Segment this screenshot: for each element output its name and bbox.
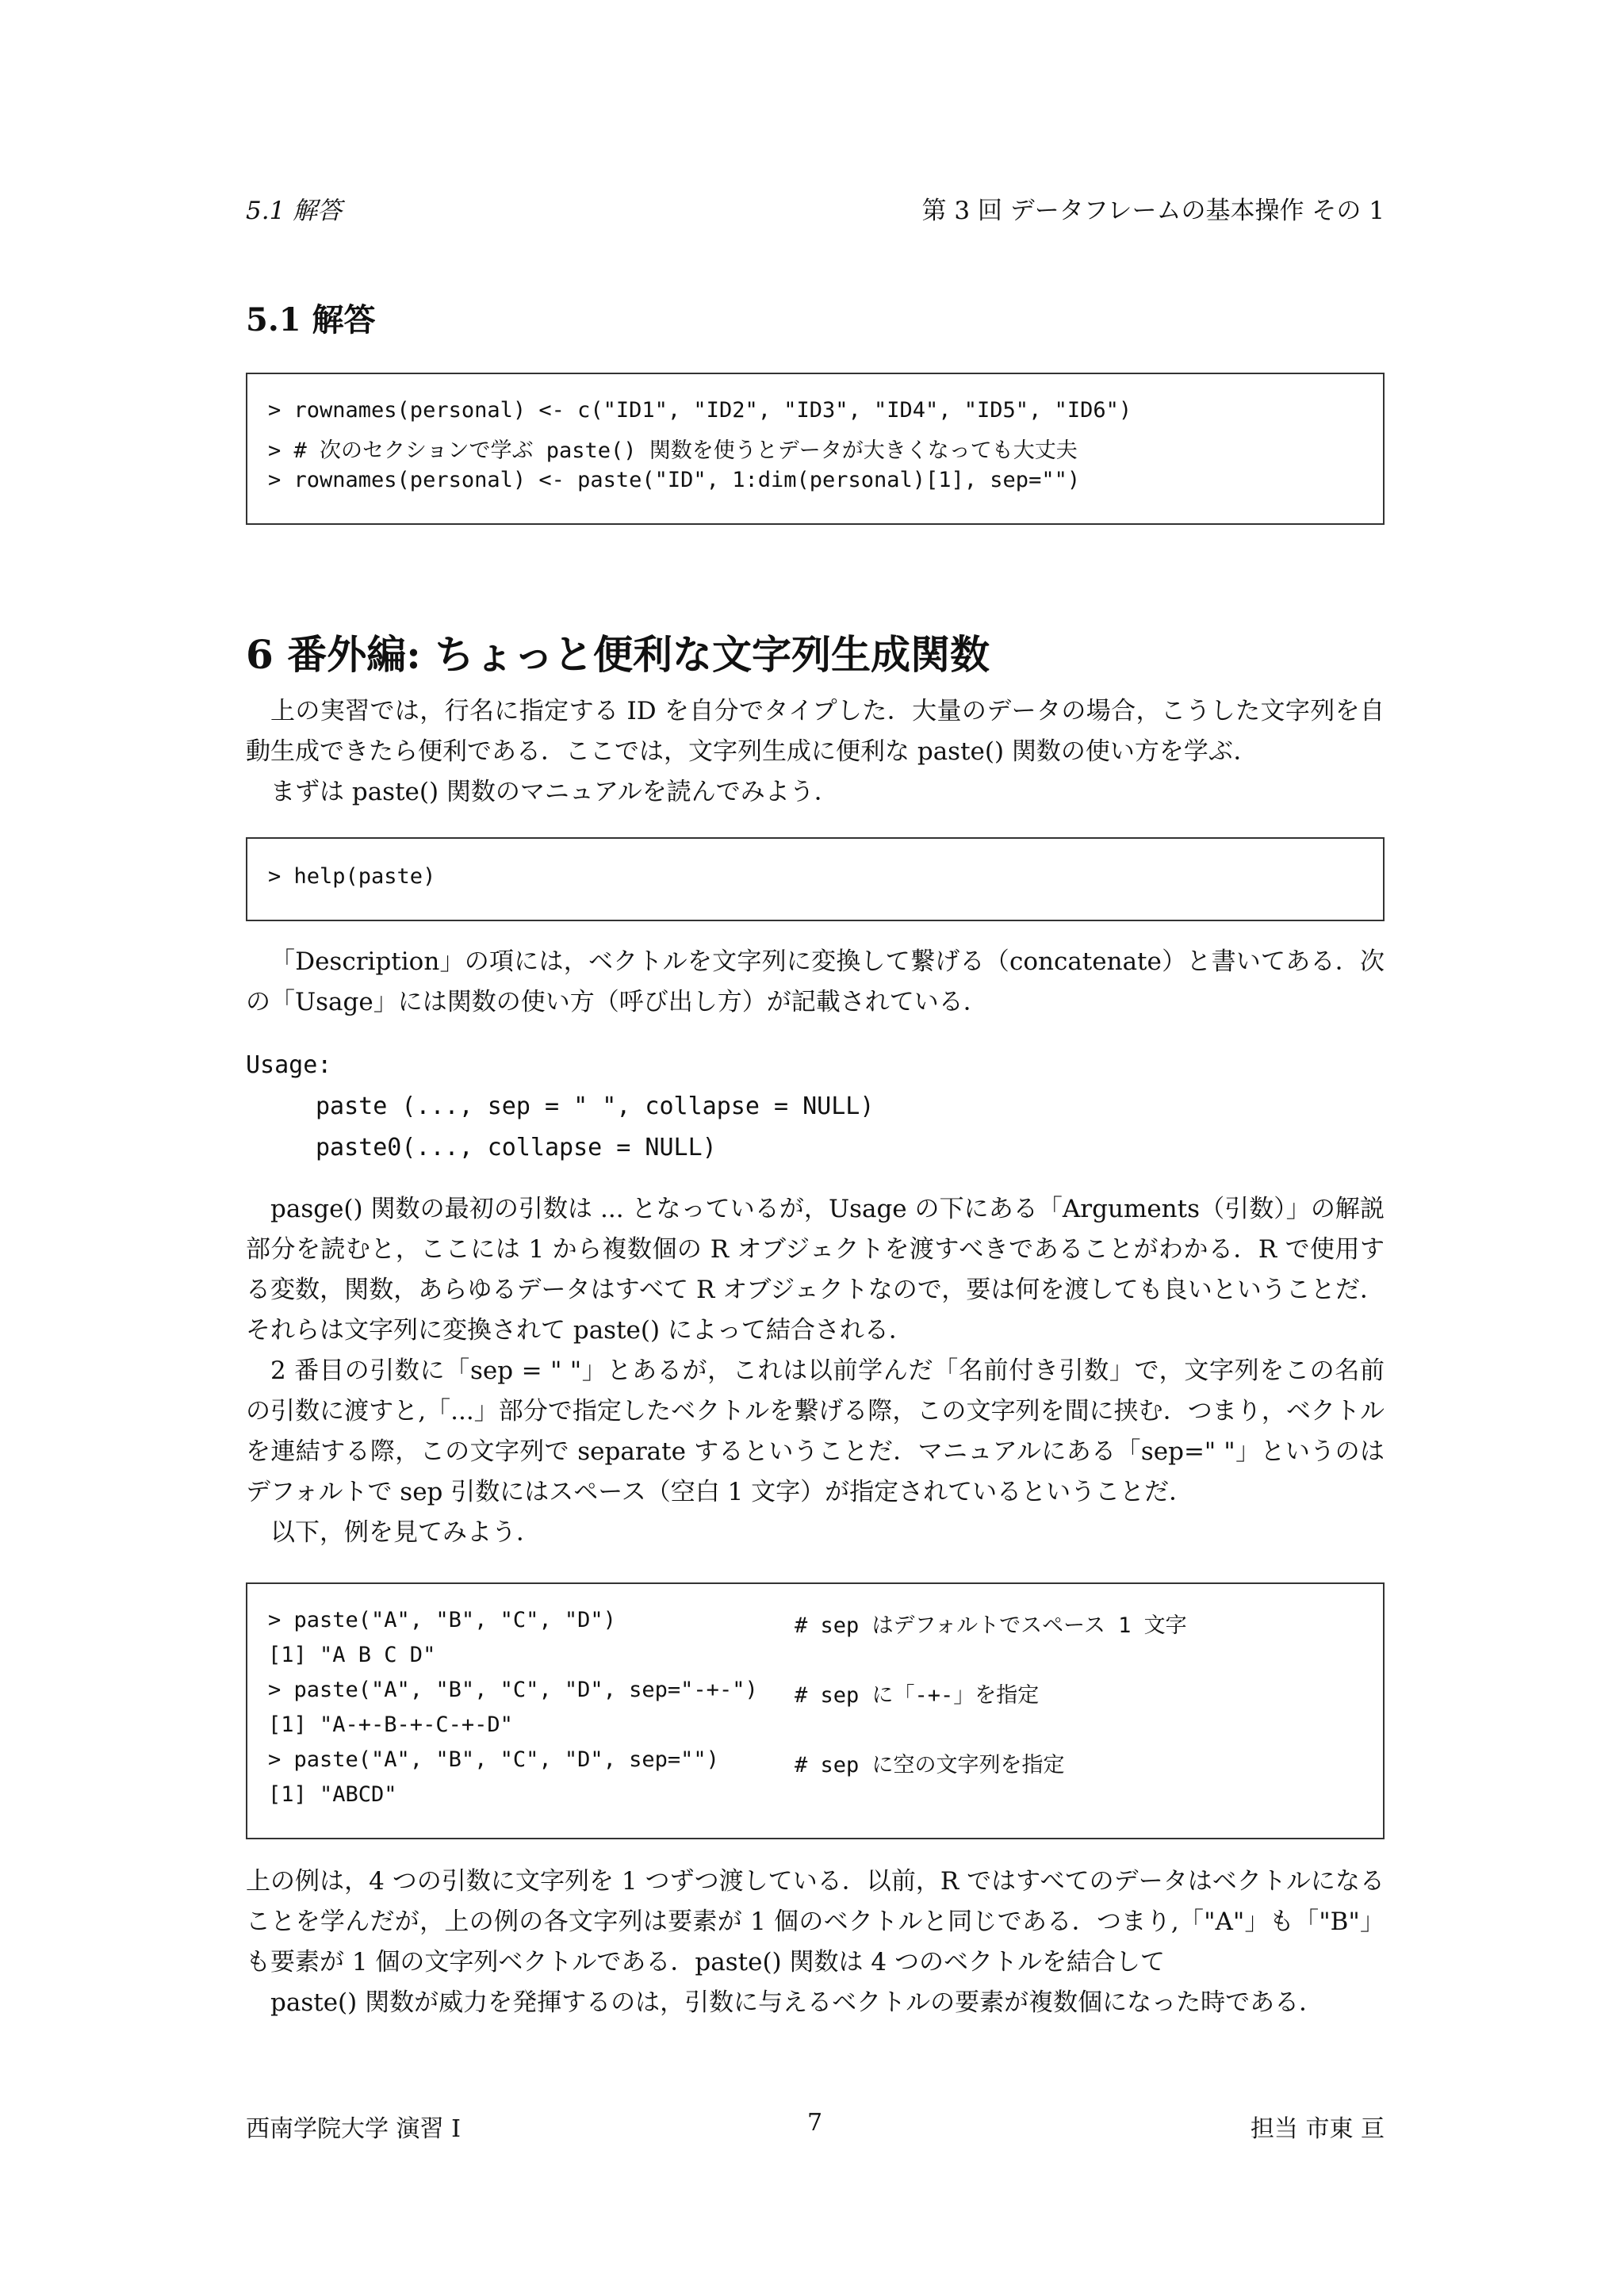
code-line: > paste("A", "B", "C", "D", sep="") — [268, 1747, 719, 1772]
paragraph-arguments — [246, 1189, 1385, 1553]
usage-label: Usage: — [246, 1051, 332, 1079]
code-line: > help(paste) — [268, 864, 436, 889]
paragraph-text: まずは paste() 関数のマニュアルを読んでみよう． — [270, 778, 839, 806]
code-comment: # sep はデフォルトでスペース 1 文字 — [795, 1613, 1187, 1638]
running-header-right: 第 3 回 データフレームの基本操作 その 1 — [921, 197, 1385, 225]
usage-line: paste (..., sep = " ", collapse = NULL) — [316, 1093, 875, 1120]
paragraph-text: 「Description」の項には，ベクトルを文字列に変換して繋げる（concatenate）と書いてある．次の「Usage」には関数の使い方（呼び出し方）が記載されている． — [246, 947, 1385, 1016]
section-5-1-title: 5.1 解答 — [246, 301, 376, 339]
code-line: > paste("A", "B", "C", "D") — [268, 1608, 616, 1632]
footer-left: 西南学院大学 演習 I — [246, 2115, 461, 2143]
paragraph-text: pasge() 関数の最初の引数は ... となっているが，Usage の下にある「Arguments（引数）」の解説部分を読むと，ここには 1 から複数個の R オブジェクトを渡すべきであることがわかる．R で使用する変数，関数，あらゆるデータはすべて R オブジェクトなので，要は何を渡しても良いということだ．それらは文字列に変換されて paste() によって結合される． — [246, 1195, 1385, 1345]
usage-line: paste0(..., collapse = NULL) — [316, 1134, 717, 1161]
paragraph-intro — [246, 691, 1385, 813]
paragraph-text: 上の例は，4 つの引数に文字列を 1 つずつ渡している．以前，R ではすべてのデータはベクトルになることを学んだが，上の例の各文字列は要素が 1 個のベクトルと同じである．つまり,「"A"」も「"B"」も要素が 1 個の文字列ベクトルである．paste() 関数は 4 つのベクトルを結合して — [246, 1867, 1385, 1976]
code-box-examples — [246, 1582, 1385, 1839]
paragraph-text: 2 番目の引数に「sep = " "」とあるが，これは以前学んだ「名前付き引数」で，文字列をこの名前の引数に渡すと,「...」部分で指定したベクトルを繋げる際，この文字列を間に挟む．つまり，ベクトルを連結する際，この文字列で separate するということだ．マニュアルにある「sep=" "」というのはデフォルトで sep 引数にはスペース（空白 1 文字）が指定されているということだ． — [246, 1357, 1385, 1506]
paragraph-description — [246, 942, 1385, 1023]
code-line: > paste("A", "B", "C", "D", sep="-+-") — [268, 1678, 758, 1702]
footer-right: 担当 市東 亘 — [1250, 2115, 1385, 2143]
paragraph-text: 以下，例を見てみよう． — [270, 1518, 541, 1547]
code-box-help — [246, 837, 1385, 921]
paragraph-text: 上の実習では，行名に指定する ID を自分でタイプした．大量のデータの場合，こうした文字列を自動生成できたら便利である．ここでは，文字列生成に便利な paste() 関数の使い方を学ぶ． — [246, 697, 1385, 766]
code-box-rownames — [246, 373, 1385, 525]
code-line: [1] "ABCD" — [268, 1782, 397, 1807]
paragraph-example-explanation — [246, 1862, 1385, 2023]
page-number: 7 — [807, 2109, 823, 2137]
code-line: > # 次のセクションで学ぶ paste() 関数を使うとデータが大きくなっても大丈夫 — [268, 438, 1078, 463]
code-line: [1] "A B C D" — [268, 1643, 436, 1667]
code-line: > rownames(personal) <- c("ID1", "ID2", "ID3", "ID4", "ID5", "ID6") — [268, 398, 1132, 423]
code-line: > rownames(personal) <- paste("ID", 1:dim(personal)[1], sep="") — [268, 468, 1081, 492]
code-line: [1] "A-+-B-+-C-+-D" — [268, 1712, 513, 1737]
code-comment: # sep に空の文字列を指定 — [795, 1753, 1065, 1777]
section-6-title: 6 番外編: ちょっと便利な文字列生成関数 — [246, 631, 990, 678]
code-comment: # sep に「-+-」を指定 — [795, 1683, 1040, 1708]
paragraph-text: paste() 関数が威力を発揮するのは，引数に与えるベクトルの要素が複数個になった時である． — [270, 1988, 1324, 2017]
running-header-left: 5.1 解答 — [246, 197, 343, 225]
